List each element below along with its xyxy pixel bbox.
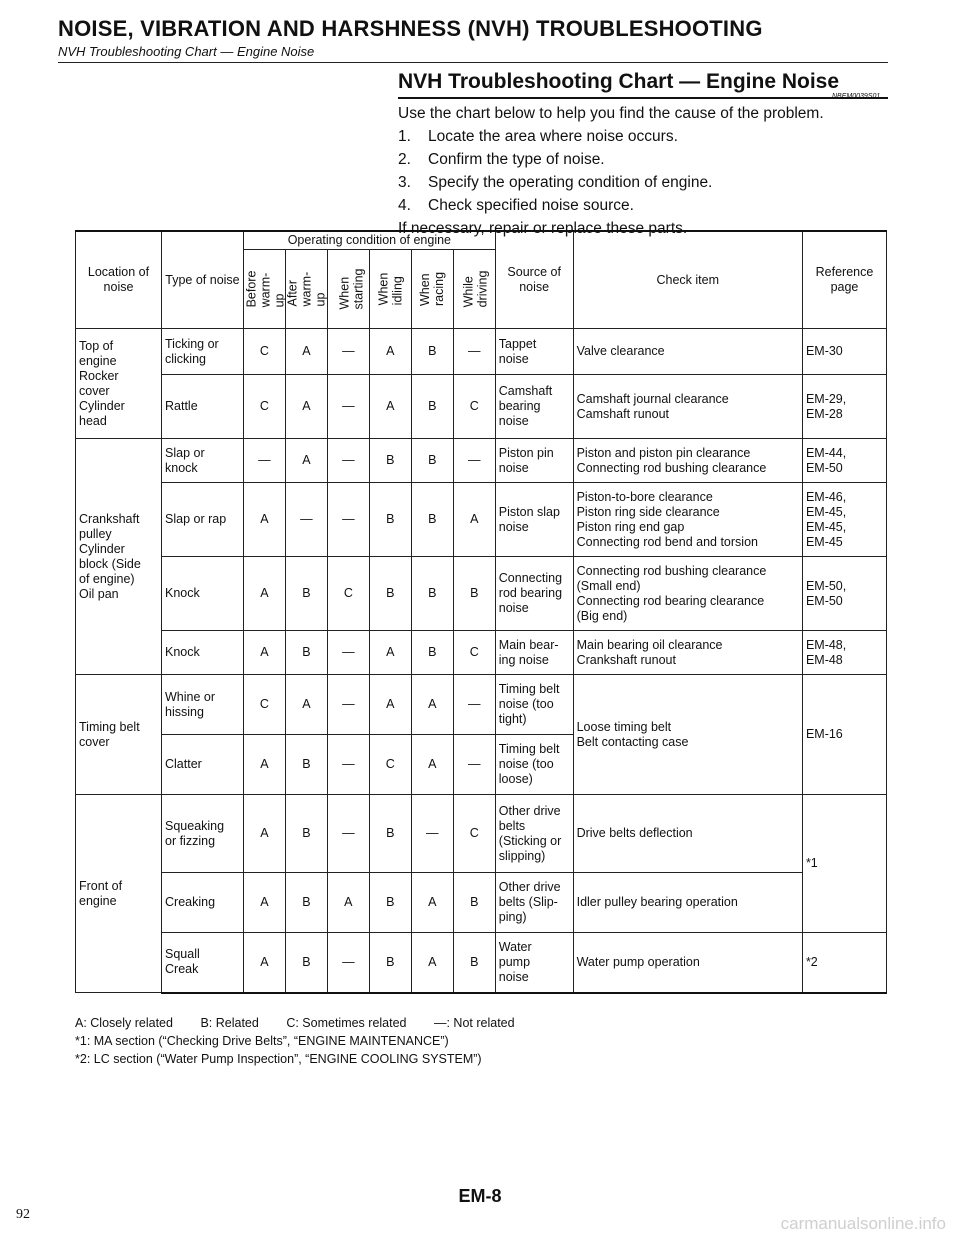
legend-b: B: Related <box>200 1016 259 1030</box>
check-cell: Water pump operation <box>573 933 802 993</box>
condition-cell: A <box>369 675 411 735</box>
source-cell: Connecting rod bearing noise <box>495 557 573 631</box>
condition-cell: — <box>327 631 369 675</box>
condition-cell: A <box>411 675 453 735</box>
reference-cell: EM-29, EM-28 <box>802 375 886 439</box>
step-2 <box>398 148 824 171</box>
condition-cell: C <box>243 675 285 735</box>
header-after-warm-up: After warm-up <box>285 250 327 329</box>
condition-cell: B <box>411 329 453 375</box>
reference-cell: EM-16 <box>802 675 886 795</box>
table-row <box>76 675 887 735</box>
table-row <box>76 557 887 631</box>
type-cell: Ticking or clicking <box>162 329 244 375</box>
header-check-item: Check item <box>573 231 802 329</box>
condition-cell: B <box>411 557 453 631</box>
header-type: Type of noise <box>162 231 244 329</box>
condition-cell: A <box>285 439 327 483</box>
check-cell: Idler pulley bearing operation <box>573 873 802 933</box>
section-rule <box>398 97 888 99</box>
condition-cell: B <box>285 631 327 675</box>
location-cell: Front of engine <box>76 795 162 993</box>
condition-cell: B <box>411 439 453 483</box>
condition-cell: C <box>453 795 495 873</box>
condition-cell: — <box>327 329 369 375</box>
check-cell: Main bearing oil clearance Crankshaft runout <box>573 631 802 675</box>
step-3 <box>398 171 824 194</box>
condition-cell: — <box>327 933 369 993</box>
footnote-1: *1: MA section (“Checking Drive Belts”, “ENGINE MAINTENANCE”) <box>75 1034 449 1048</box>
check-cell: Piston-to-bore clearance Piston ring side clearance Piston ring end gap Connecting rod bend and torsion <box>573 483 802 557</box>
condition-cell: B <box>369 439 411 483</box>
location-cell: Crankshaft pulley Cylinder block (Side of engine) Oil pan <box>76 439 162 675</box>
condition-cell: — <box>243 439 285 483</box>
condition-cell: — <box>453 675 495 735</box>
legend-c: C: Sometimes related <box>286 1016 407 1030</box>
source-cell: Water pump noise <box>495 933 573 993</box>
condition-cell: B <box>369 557 411 631</box>
legend-key-line <box>75 1014 515 1032</box>
source-cell: Camshaft bearing noise <box>495 375 573 439</box>
check-cell: Valve clearance <box>573 329 802 375</box>
condition-cell: C <box>453 631 495 675</box>
condition-cell: — <box>327 483 369 557</box>
header-when-starting: When starting <box>327 250 369 329</box>
condition-cell: C <box>243 329 285 375</box>
condition-cell: C <box>369 735 411 795</box>
condition-cell: A <box>243 795 285 873</box>
table-row <box>76 439 887 483</box>
step-number: 4. <box>398 197 411 214</box>
type-cell: Slap or rap <box>162 483 244 557</box>
header-when-racing: When racing <box>411 250 453 329</box>
nvh-troubleshooting-table <box>75 230 887 994</box>
check-cell: Loose timing belt Belt contacting case <box>573 675 802 795</box>
condition-cell: B <box>285 873 327 933</box>
check-cell: Drive belts deflection <box>573 795 802 873</box>
watermark-text: carmanualsonline.info <box>780 1214 946 1233</box>
condition-cell: A <box>285 675 327 735</box>
condition-cell: A <box>411 735 453 795</box>
condition-cell: B <box>369 795 411 873</box>
type-cell: Knock <box>162 557 244 631</box>
step-text: Specify the operating condition of engine. <box>428 174 713 191</box>
type-cell: Slap or knock <box>162 439 244 483</box>
condition-cell: C <box>243 375 285 439</box>
footnote-2: *2: LC section (“Water Pump Inspection”, “ENGINE COOLING SYSTEM”) <box>75 1052 482 1066</box>
condition-cell: A <box>243 873 285 933</box>
type-cell: Clatter <box>162 735 244 795</box>
page-header-subtitle: NVH Troubleshooting Chart — Engine Noise <box>58 44 315 59</box>
header-location: Location of noise <box>76 231 162 329</box>
condition-cell: — <box>453 735 495 795</box>
condition-cell: B <box>411 483 453 557</box>
check-cell: Piston and piston pin clearance Connecting rod bushing clearance <box>573 439 802 483</box>
source-cell: Timing belt noise (too tight) <box>495 675 573 735</box>
closing-text: If necessary, repair or replace these parts. <box>398 220 688 237</box>
step-text: Check specified noise source. <box>428 197 634 214</box>
condition-cell: A <box>327 873 369 933</box>
step-number: 2. <box>398 151 411 168</box>
type-cell: Creaking <box>162 873 244 933</box>
section-code: NBEM0039S01 <box>832 93 881 100</box>
type-cell: Whine or hissing <box>162 675 244 735</box>
location-cell: Timing belt cover <box>76 675 162 795</box>
condition-cell: B <box>369 483 411 557</box>
header-rule <box>58 62 888 63</box>
condition-cell: A <box>411 873 453 933</box>
condition-cell: A <box>369 375 411 439</box>
condition-cell: B <box>369 933 411 993</box>
condition-cell: — <box>285 483 327 557</box>
condition-cell: A <box>243 483 285 557</box>
condition-cell: B <box>285 795 327 873</box>
table-row <box>76 933 887 993</box>
reference-cell: EM-30 <box>802 329 886 375</box>
location-cell: Top of engine Rocker cover Cylinder head <box>76 329 162 439</box>
condition-cell: — <box>327 675 369 735</box>
step-4 <box>398 194 824 217</box>
header-before-warm-up: Before warm-up <box>243 250 285 329</box>
table-row <box>76 873 887 933</box>
condition-cell: — <box>327 735 369 795</box>
condition-cell: B <box>285 933 327 993</box>
reference-cell: EM-46, EM-45, EM-45, EM-45 <box>802 483 886 557</box>
header-reference: Reference page <box>802 231 886 329</box>
condition-cell: A <box>243 557 285 631</box>
condition-cell: A <box>369 631 411 675</box>
step-text: Confirm the type of noise. <box>428 151 605 168</box>
legend <box>75 1014 515 1068</box>
step-text: Locate the area where noise occurs. <box>428 128 678 145</box>
header-while-driving: While driving <box>453 250 495 329</box>
source-cell: Main bear- ing noise <box>495 631 573 675</box>
check-cell: Camshaft journal clearance Camshaft runout <box>573 375 802 439</box>
page-number: 92 <box>16 1207 30 1222</box>
type-cell: Rattle <box>162 375 244 439</box>
condition-cell: A <box>243 735 285 795</box>
table-row <box>76 631 887 675</box>
condition-cell: B <box>285 557 327 631</box>
source-cell: Other drive belts (Slip- ping) <box>495 873 573 933</box>
condition-cell: C <box>327 557 369 631</box>
table-row <box>76 795 887 873</box>
table-row <box>76 375 887 439</box>
reference-cell: EM-44, EM-50 <box>802 439 886 483</box>
condition-cell: A <box>243 631 285 675</box>
condition-cell: B <box>453 873 495 933</box>
reference-cell: *2 <box>802 933 886 993</box>
condition-cell: — <box>453 329 495 375</box>
step-number: 1. <box>398 128 411 145</box>
check-cell: Connecting rod bushing clearance (Small end) Connecting rod bearing clearance (Big end) <box>573 557 802 631</box>
condition-cell: A <box>243 933 285 993</box>
condition-cell: A <box>411 933 453 993</box>
header-when-idling: When idling <box>369 250 411 329</box>
condition-cell: B <box>453 557 495 631</box>
reference-cell: *1 <box>802 795 886 933</box>
step-number: 3. <box>398 174 411 191</box>
condition-cell: A <box>369 329 411 375</box>
condition-cell: A <box>285 329 327 375</box>
condition-cell: B <box>411 631 453 675</box>
condition-cell: A <box>453 483 495 557</box>
condition-cell: — <box>453 439 495 483</box>
type-cell: Knock <box>162 631 244 675</box>
header-operating-condition: Operating condition of engine <box>243 231 495 250</box>
reference-cell: EM-48, EM-48 <box>802 631 886 675</box>
source-cell: Piston slap noise <box>495 483 573 557</box>
condition-cell: B <box>453 933 495 993</box>
type-cell: Squeaking or fizzing <box>162 795 244 873</box>
legend-not-related: —: Not related <box>433 1016 515 1030</box>
step-1 <box>398 125 824 148</box>
table-row <box>76 483 887 557</box>
source-cell: Tappet noise <box>495 329 573 375</box>
section-title: NVH Troubleshooting Chart — Engine Noise <box>398 70 840 93</box>
condition-cell: — <box>327 439 369 483</box>
source-cell: Piston pin noise <box>495 439 573 483</box>
condition-cell: — <box>327 375 369 439</box>
condition-cell: B <box>369 873 411 933</box>
condition-cell: B <box>411 375 453 439</box>
condition-cell: B <box>285 735 327 795</box>
condition-cell: — <box>327 795 369 873</box>
source-cell: Timing belt noise (too loose) <box>495 735 573 795</box>
reference-cell: EM-50, EM-50 <box>802 557 886 631</box>
condition-cell: A <box>285 375 327 439</box>
table-row <box>76 329 887 375</box>
condition-cell: C <box>453 375 495 439</box>
legend-a: A: Closely related <box>75 1016 173 1030</box>
intro-block <box>398 102 824 240</box>
header-source: Source of noise <box>495 231 573 329</box>
source-cell: Other drive belts (Sticking or slipping) <box>495 795 573 873</box>
type-cell: Squall Creak <box>162 933 244 993</box>
condition-cell: — <box>411 795 453 873</box>
intro-text: Use the chart below to help you find the cause of the problem. <box>398 105 824 122</box>
page-header-title: NOISE, VIBRATION AND HARSHNESS (NVH) TROUBLESHOOTING <box>58 16 763 41</box>
page-code: EM-8 <box>458 1186 502 1206</box>
